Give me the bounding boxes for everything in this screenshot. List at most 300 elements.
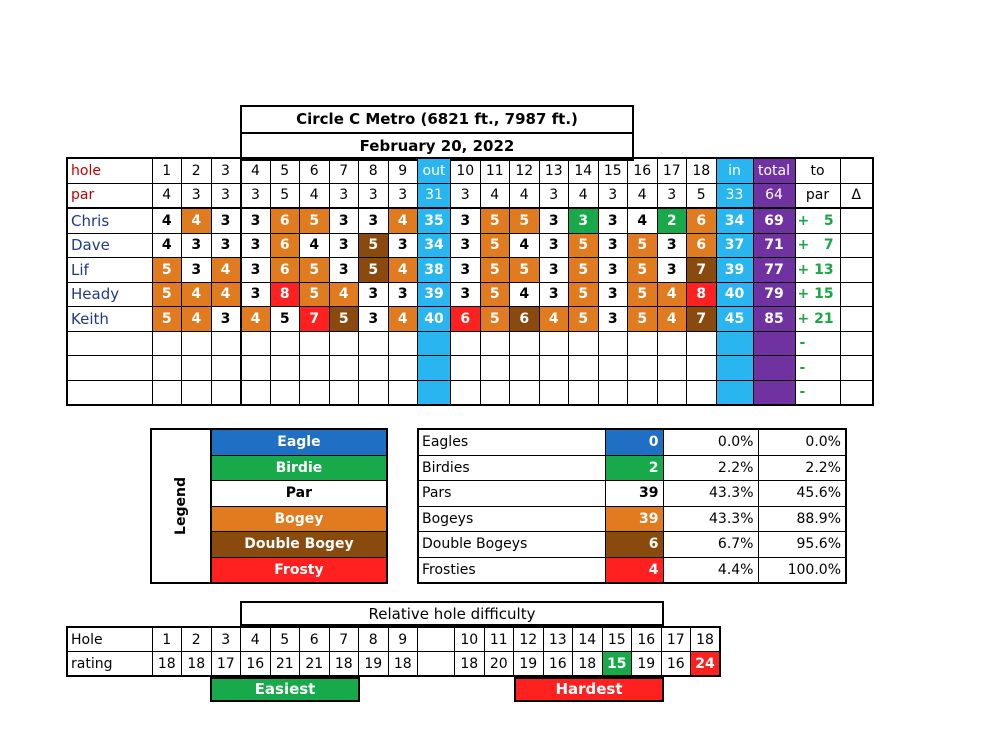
hole-number: 12 bbox=[510, 158, 540, 183]
stat-cumulative: 45.6% bbox=[758, 481, 846, 507]
delta-cell bbox=[840, 380, 873, 405]
hole-number: 10 bbox=[451, 158, 481, 183]
score-cell-empty bbox=[451, 380, 481, 405]
score-cell-empty bbox=[388, 380, 418, 405]
legend-item: Bogey bbox=[211, 506, 387, 532]
score-cell-empty bbox=[270, 380, 300, 405]
difficulty-rating: 21 bbox=[270, 652, 300, 677]
player-row bbox=[67, 208, 873, 233]
stat-count: 4 bbox=[605, 557, 663, 583]
empty-player-row bbox=[67, 380, 873, 405]
to-par-label: to bbox=[795, 158, 840, 183]
score-cell-empty bbox=[300, 356, 330, 381]
score-cell: 5 bbox=[359, 233, 389, 258]
in-empty bbox=[716, 380, 753, 405]
score-cell: 5 bbox=[152, 258, 182, 283]
score-cell-empty bbox=[480, 356, 510, 381]
player-name: Heady bbox=[67, 282, 152, 307]
legend-item: Par bbox=[211, 481, 387, 507]
score-cell: 4 bbox=[510, 233, 540, 258]
difficulty-hole: 2 bbox=[182, 627, 212, 652]
score-cell-empty bbox=[329, 356, 359, 381]
score-cell-empty bbox=[270, 331, 300, 356]
score-cell: 4 bbox=[241, 307, 271, 332]
par-value: 3 bbox=[329, 183, 359, 208]
score-cell: 5 bbox=[510, 208, 540, 233]
score-cell: 4 bbox=[182, 208, 212, 233]
stat-name: Frosties bbox=[418, 557, 605, 583]
difficulty-table bbox=[66, 626, 721, 677]
difficulty-rating: 18 bbox=[152, 652, 182, 677]
par-row bbox=[67, 183, 873, 208]
player-out: 38 bbox=[418, 258, 451, 283]
score-cell: 3 bbox=[182, 233, 212, 258]
legend-row bbox=[151, 429, 387, 455]
score-cell-empty bbox=[628, 356, 658, 381]
score-cell: 3 bbox=[598, 233, 628, 258]
score-cell: 5 bbox=[300, 282, 330, 307]
score-cell: 5 bbox=[329, 307, 359, 332]
par-value: 4 bbox=[628, 183, 658, 208]
empty-player-row bbox=[67, 356, 873, 381]
score-cell-empty bbox=[657, 356, 687, 381]
difficulty-rating: 16 bbox=[241, 652, 271, 677]
score-cell: 4 bbox=[657, 307, 687, 332]
score-cell: 4 bbox=[388, 258, 418, 283]
hole-number: 14 bbox=[569, 158, 599, 183]
stat-percent: 4.4% bbox=[663, 557, 758, 583]
score-cell: 5 bbox=[359, 258, 389, 283]
score-cell-empty bbox=[182, 356, 212, 381]
difficulty-rating: 19 bbox=[359, 652, 389, 677]
score-cell: 4 bbox=[211, 282, 241, 307]
score-cell-empty bbox=[152, 331, 182, 356]
score-cell: 4 bbox=[510, 282, 540, 307]
player-name-empty bbox=[67, 380, 152, 405]
score-cell: 5 bbox=[480, 258, 510, 283]
score-cell: 3 bbox=[211, 307, 241, 332]
score-cell: 5 bbox=[480, 307, 510, 332]
score-cell-empty bbox=[182, 331, 212, 356]
delta-cell bbox=[840, 233, 873, 258]
stat-name: Double Bogeys bbox=[418, 532, 605, 558]
score-cell: 3 bbox=[598, 208, 628, 233]
delta-cell bbox=[840, 208, 873, 233]
par-value: 3 bbox=[598, 183, 628, 208]
difficulty-hole: 11 bbox=[484, 627, 514, 652]
player-to-par: + 13 bbox=[795, 258, 840, 283]
score-cell-empty bbox=[359, 356, 389, 381]
score-cell-empty bbox=[388, 356, 418, 381]
player-in: 40 bbox=[716, 282, 753, 307]
stat-percent: 0.0% bbox=[663, 429, 758, 455]
score-cell-empty bbox=[451, 356, 481, 381]
score-cell: 3 bbox=[329, 233, 359, 258]
score-cell: 5 bbox=[152, 282, 182, 307]
par-value: 3 bbox=[657, 183, 687, 208]
score-cell: 4 bbox=[152, 208, 182, 233]
difficulty-hole: 8 bbox=[359, 627, 389, 652]
in-label: in bbox=[716, 158, 753, 183]
player-out: 34 bbox=[418, 233, 451, 258]
par-out: 31 bbox=[418, 183, 451, 208]
score-cell-empty bbox=[569, 380, 599, 405]
score-cell: 3 bbox=[241, 282, 271, 307]
score-cell: 3 bbox=[539, 233, 569, 258]
difficulty-hole-row bbox=[67, 627, 720, 652]
score-cell-empty bbox=[152, 380, 182, 405]
difficulty-rating: 18 bbox=[388, 652, 418, 677]
round-date: February 20, 2022 bbox=[242, 132, 632, 159]
in-empty bbox=[716, 331, 753, 356]
score-cell: 3 bbox=[598, 258, 628, 283]
score-cell: 5 bbox=[152, 307, 182, 332]
delta-cell bbox=[840, 356, 873, 381]
score-cell: 4 bbox=[211, 258, 241, 283]
score-cell: 5 bbox=[270, 307, 300, 332]
score-cell-empty bbox=[510, 331, 540, 356]
score-cell: 5 bbox=[569, 282, 599, 307]
stat-row bbox=[418, 455, 846, 481]
score-cell-empty bbox=[241, 331, 271, 356]
score-cell-empty bbox=[539, 356, 569, 381]
hardest-label: Hardest bbox=[514, 677, 664, 702]
hole-number: 7 bbox=[329, 158, 359, 183]
score-cell: 3 bbox=[539, 208, 569, 233]
par-value: 3 bbox=[539, 183, 569, 208]
player-total: 85 bbox=[753, 307, 795, 332]
difficulty-rating: 16 bbox=[543, 652, 573, 677]
out-empty bbox=[418, 380, 451, 405]
difficulty-rating-label: rating bbox=[67, 652, 152, 677]
score-cell-empty bbox=[510, 380, 540, 405]
player-out: 39 bbox=[418, 282, 451, 307]
stat-name: Bogeys bbox=[418, 506, 605, 532]
score-stats-table bbox=[417, 428, 847, 584]
player-name: Keith bbox=[67, 307, 152, 332]
legend-item: Birdie bbox=[211, 455, 387, 481]
score-cell: 5 bbox=[510, 258, 540, 283]
score-cell: 5 bbox=[480, 233, 510, 258]
stat-row bbox=[418, 506, 846, 532]
score-cell: 5 bbox=[628, 307, 658, 332]
score-cell-empty bbox=[687, 380, 717, 405]
hole-number: 5 bbox=[270, 158, 300, 183]
stat-percent: 43.3% bbox=[663, 506, 758, 532]
score-cell: 4 bbox=[152, 233, 182, 258]
score-cell-empty bbox=[657, 380, 687, 405]
difficulty-hole: 3 bbox=[211, 627, 241, 652]
difficulty-rating: 18 bbox=[182, 652, 212, 677]
hole-number: 2 bbox=[182, 158, 212, 183]
hole-number: 13 bbox=[539, 158, 569, 183]
score-cell-empty bbox=[300, 380, 330, 405]
player-name: Chris bbox=[67, 208, 152, 233]
stat-name: Eagles bbox=[418, 429, 605, 455]
difficulty-hole: 4 bbox=[241, 627, 271, 652]
stat-count: 0 bbox=[605, 429, 663, 455]
hole-number: 18 bbox=[687, 158, 717, 183]
player-out: 35 bbox=[418, 208, 451, 233]
score-cell-empty bbox=[687, 331, 717, 356]
score-cell-empty bbox=[241, 380, 271, 405]
score-cell: 3 bbox=[598, 307, 628, 332]
score-cell: 5 bbox=[300, 208, 330, 233]
difficulty-hole: 5 bbox=[270, 627, 300, 652]
difficulty-hole: 10 bbox=[455, 627, 485, 652]
difficulty-rating: 15 bbox=[602, 652, 632, 677]
score-cell: 4 bbox=[657, 282, 687, 307]
score-cell-empty bbox=[451, 331, 481, 356]
score-cell-empty bbox=[211, 380, 241, 405]
difficulty-rating: 18 bbox=[455, 652, 485, 677]
par-value: 4 bbox=[300, 183, 330, 208]
score-cell: 4 bbox=[539, 307, 569, 332]
score-cell: 3 bbox=[657, 258, 687, 283]
score-cell: 4 bbox=[388, 307, 418, 332]
hole-label: hole bbox=[67, 158, 152, 183]
difficulty-hole: 13 bbox=[543, 627, 573, 652]
stat-row bbox=[418, 429, 846, 455]
player-name: Lif bbox=[67, 258, 152, 283]
difficulty-rating: 18 bbox=[329, 652, 359, 677]
score-cell: 7 bbox=[687, 258, 717, 283]
score-cell: 5 bbox=[480, 208, 510, 233]
hole-number: 6 bbox=[300, 158, 330, 183]
score-cell: 4 bbox=[628, 208, 658, 233]
score-cell: 3 bbox=[657, 233, 687, 258]
score-cell: 3 bbox=[211, 208, 241, 233]
score-cell: 3 bbox=[329, 208, 359, 233]
score-cell: 8 bbox=[270, 282, 300, 307]
score-cell-empty bbox=[300, 331, 330, 356]
score-cell-empty bbox=[628, 380, 658, 405]
score-cell: 3 bbox=[539, 282, 569, 307]
player-in: 45 bbox=[716, 307, 753, 332]
difficulty-hole: 6 bbox=[300, 627, 330, 652]
difficulty-hole: 16 bbox=[632, 627, 662, 652]
in-empty bbox=[716, 356, 753, 381]
out-empty bbox=[418, 331, 451, 356]
hole-number: 3 bbox=[211, 158, 241, 183]
score-cell: 3 bbox=[451, 208, 481, 233]
legend-item: Eagle bbox=[211, 429, 387, 455]
score-cell: 3 bbox=[241, 208, 271, 233]
hole-number: 4 bbox=[241, 158, 271, 183]
score-cell: 5 bbox=[480, 282, 510, 307]
score-cell: 3 bbox=[388, 282, 418, 307]
total-empty bbox=[753, 331, 795, 356]
player-in: 37 bbox=[716, 233, 753, 258]
difficulty-rating: 16 bbox=[661, 652, 691, 677]
score-cell-empty bbox=[598, 380, 628, 405]
player-to-par: + 21 bbox=[795, 307, 840, 332]
par-value: 3 bbox=[211, 183, 241, 208]
score-cell: 4 bbox=[388, 208, 418, 233]
score-cell: 5 bbox=[628, 258, 658, 283]
score-cell: 6 bbox=[270, 233, 300, 258]
score-cell: 7 bbox=[687, 307, 717, 332]
score-cell-empty bbox=[359, 380, 389, 405]
hole-number: 8 bbox=[359, 158, 389, 183]
score-cell: 6 bbox=[451, 307, 481, 332]
score-cell: 3 bbox=[539, 258, 569, 283]
player-out: 40 bbox=[418, 307, 451, 332]
score-cell-empty bbox=[211, 331, 241, 356]
score-cell: 3 bbox=[182, 258, 212, 283]
player-name: Dave bbox=[67, 233, 152, 258]
hole-number: 9 bbox=[388, 158, 418, 183]
hole-row bbox=[67, 158, 873, 183]
difficulty-hole-label: Hole bbox=[67, 627, 152, 652]
score-cell: 3 bbox=[359, 282, 389, 307]
player-to-par: + 5 bbox=[795, 208, 840, 233]
score-cell: 6 bbox=[510, 307, 540, 332]
par-value: 3 bbox=[241, 183, 271, 208]
player-to-par: + 15 bbox=[795, 282, 840, 307]
score-cell-empty bbox=[510, 356, 540, 381]
player-name-empty bbox=[67, 331, 152, 356]
difficulty-gap bbox=[418, 652, 455, 677]
scorecard-table bbox=[66, 157, 874, 406]
score-cell: 6 bbox=[270, 258, 300, 283]
stat-name: Birdies bbox=[418, 455, 605, 481]
hole-number: 17 bbox=[657, 158, 687, 183]
course-header bbox=[240, 105, 634, 161]
score-cell: 3 bbox=[569, 208, 599, 233]
to-par-empty: - bbox=[795, 356, 840, 381]
easiest-label: Easiest bbox=[210, 677, 360, 702]
score-cell: 3 bbox=[451, 233, 481, 258]
par-in: 33 bbox=[716, 183, 753, 208]
score-cell: 3 bbox=[451, 258, 481, 283]
stat-cumulative: 2.2% bbox=[758, 455, 846, 481]
score-cell-empty bbox=[569, 331, 599, 356]
score-cell-empty bbox=[270, 356, 300, 381]
score-cell: 3 bbox=[211, 233, 241, 258]
stat-name: Pars bbox=[418, 481, 605, 507]
score-cell-empty bbox=[539, 380, 569, 405]
score-cell-empty bbox=[359, 331, 389, 356]
score-cell: 4 bbox=[182, 307, 212, 332]
player-to-par: + 7 bbox=[795, 233, 840, 258]
total-empty bbox=[753, 356, 795, 381]
player-row bbox=[67, 282, 873, 307]
player-row bbox=[67, 307, 873, 332]
player-total: 71 bbox=[753, 233, 795, 258]
difficulty-hole: 9 bbox=[388, 627, 418, 652]
hole-number: 11 bbox=[480, 158, 510, 183]
legend-item: Frosty bbox=[211, 557, 387, 583]
difficulty-hole: 1 bbox=[152, 627, 182, 652]
stat-row bbox=[418, 532, 846, 558]
legend-title: Legend bbox=[172, 477, 189, 535]
difficulty-title: Relative hole difficulty bbox=[240, 601, 664, 626]
course-name: Circle C Metro (6821 ft., 7987 ft.) bbox=[296, 110, 578, 128]
out-empty bbox=[418, 356, 451, 381]
score-cell: 4 bbox=[182, 282, 212, 307]
score-cell: 3 bbox=[359, 307, 389, 332]
delta-cell bbox=[840, 282, 873, 307]
player-row bbox=[67, 258, 873, 283]
difficulty-rating: 17 bbox=[211, 652, 241, 677]
delta-cell bbox=[840, 331, 873, 356]
player-name-empty bbox=[67, 356, 152, 381]
total-label: total bbox=[753, 158, 795, 183]
out-label: out bbox=[418, 158, 451, 183]
difficulty-hole: 18 bbox=[691, 627, 721, 652]
score-cell-empty bbox=[329, 380, 359, 405]
score-cell-empty bbox=[598, 356, 628, 381]
score-cell: 5 bbox=[569, 258, 599, 283]
difficulty-hole: 7 bbox=[329, 627, 359, 652]
score-cell: 3 bbox=[598, 282, 628, 307]
score-cell-empty bbox=[388, 331, 418, 356]
score-cell: 3 bbox=[359, 208, 389, 233]
stat-cumulative: 0.0% bbox=[758, 429, 846, 455]
par-label: par bbox=[67, 183, 152, 208]
delta-cell bbox=[840, 258, 873, 283]
stat-cumulative: 100.0% bbox=[758, 557, 846, 583]
score-cell: 3 bbox=[241, 233, 271, 258]
difficulty-rating: 21 bbox=[300, 652, 330, 677]
difficulty-hole: 14 bbox=[573, 627, 603, 652]
hole-number: 16 bbox=[628, 158, 658, 183]
total-empty bbox=[753, 380, 795, 405]
difficulty-hole: 15 bbox=[602, 627, 632, 652]
legend-title-cell bbox=[151, 429, 211, 583]
score-cell: 6 bbox=[687, 233, 717, 258]
score-cell: 2 bbox=[657, 208, 687, 233]
par-value: 4 bbox=[480, 183, 510, 208]
score-cell-empty bbox=[480, 380, 510, 405]
difficulty-hole: 12 bbox=[514, 627, 544, 652]
par-value: 5 bbox=[270, 183, 300, 208]
score-cell-empty bbox=[598, 331, 628, 356]
par-value: 4 bbox=[152, 183, 182, 208]
difficulty-hole: 17 bbox=[661, 627, 691, 652]
stat-count: 2 bbox=[605, 455, 663, 481]
to-par-empty: - bbox=[795, 331, 840, 356]
score-cell-empty bbox=[329, 331, 359, 356]
score-cell: 5 bbox=[628, 233, 658, 258]
score-cell: 8 bbox=[687, 282, 717, 307]
score-cell-empty bbox=[657, 331, 687, 356]
par-value: 4 bbox=[569, 183, 599, 208]
par-value: 3 bbox=[359, 183, 389, 208]
score-cell-empty bbox=[152, 356, 182, 381]
score-cell: 5 bbox=[569, 307, 599, 332]
stat-count: 39 bbox=[605, 481, 663, 507]
stat-percent: 6.7% bbox=[663, 532, 758, 558]
difficulty-rating: 20 bbox=[484, 652, 514, 677]
hole-number: 15 bbox=[598, 158, 628, 183]
score-cell-empty bbox=[241, 356, 271, 381]
score-cell: 6 bbox=[687, 208, 717, 233]
player-row bbox=[67, 233, 873, 258]
hole-number: 1 bbox=[152, 158, 182, 183]
score-cell-empty bbox=[687, 356, 717, 381]
difficulty-rating: 19 bbox=[514, 652, 544, 677]
par-value: 3 bbox=[182, 183, 212, 208]
score-cell: 4 bbox=[300, 233, 330, 258]
par-value: 3 bbox=[451, 183, 481, 208]
stat-cumulative: 88.9% bbox=[758, 506, 846, 532]
score-cell-empty bbox=[539, 331, 569, 356]
score-cell: 5 bbox=[300, 258, 330, 283]
stat-count: 39 bbox=[605, 506, 663, 532]
score-cell: 6 bbox=[270, 208, 300, 233]
